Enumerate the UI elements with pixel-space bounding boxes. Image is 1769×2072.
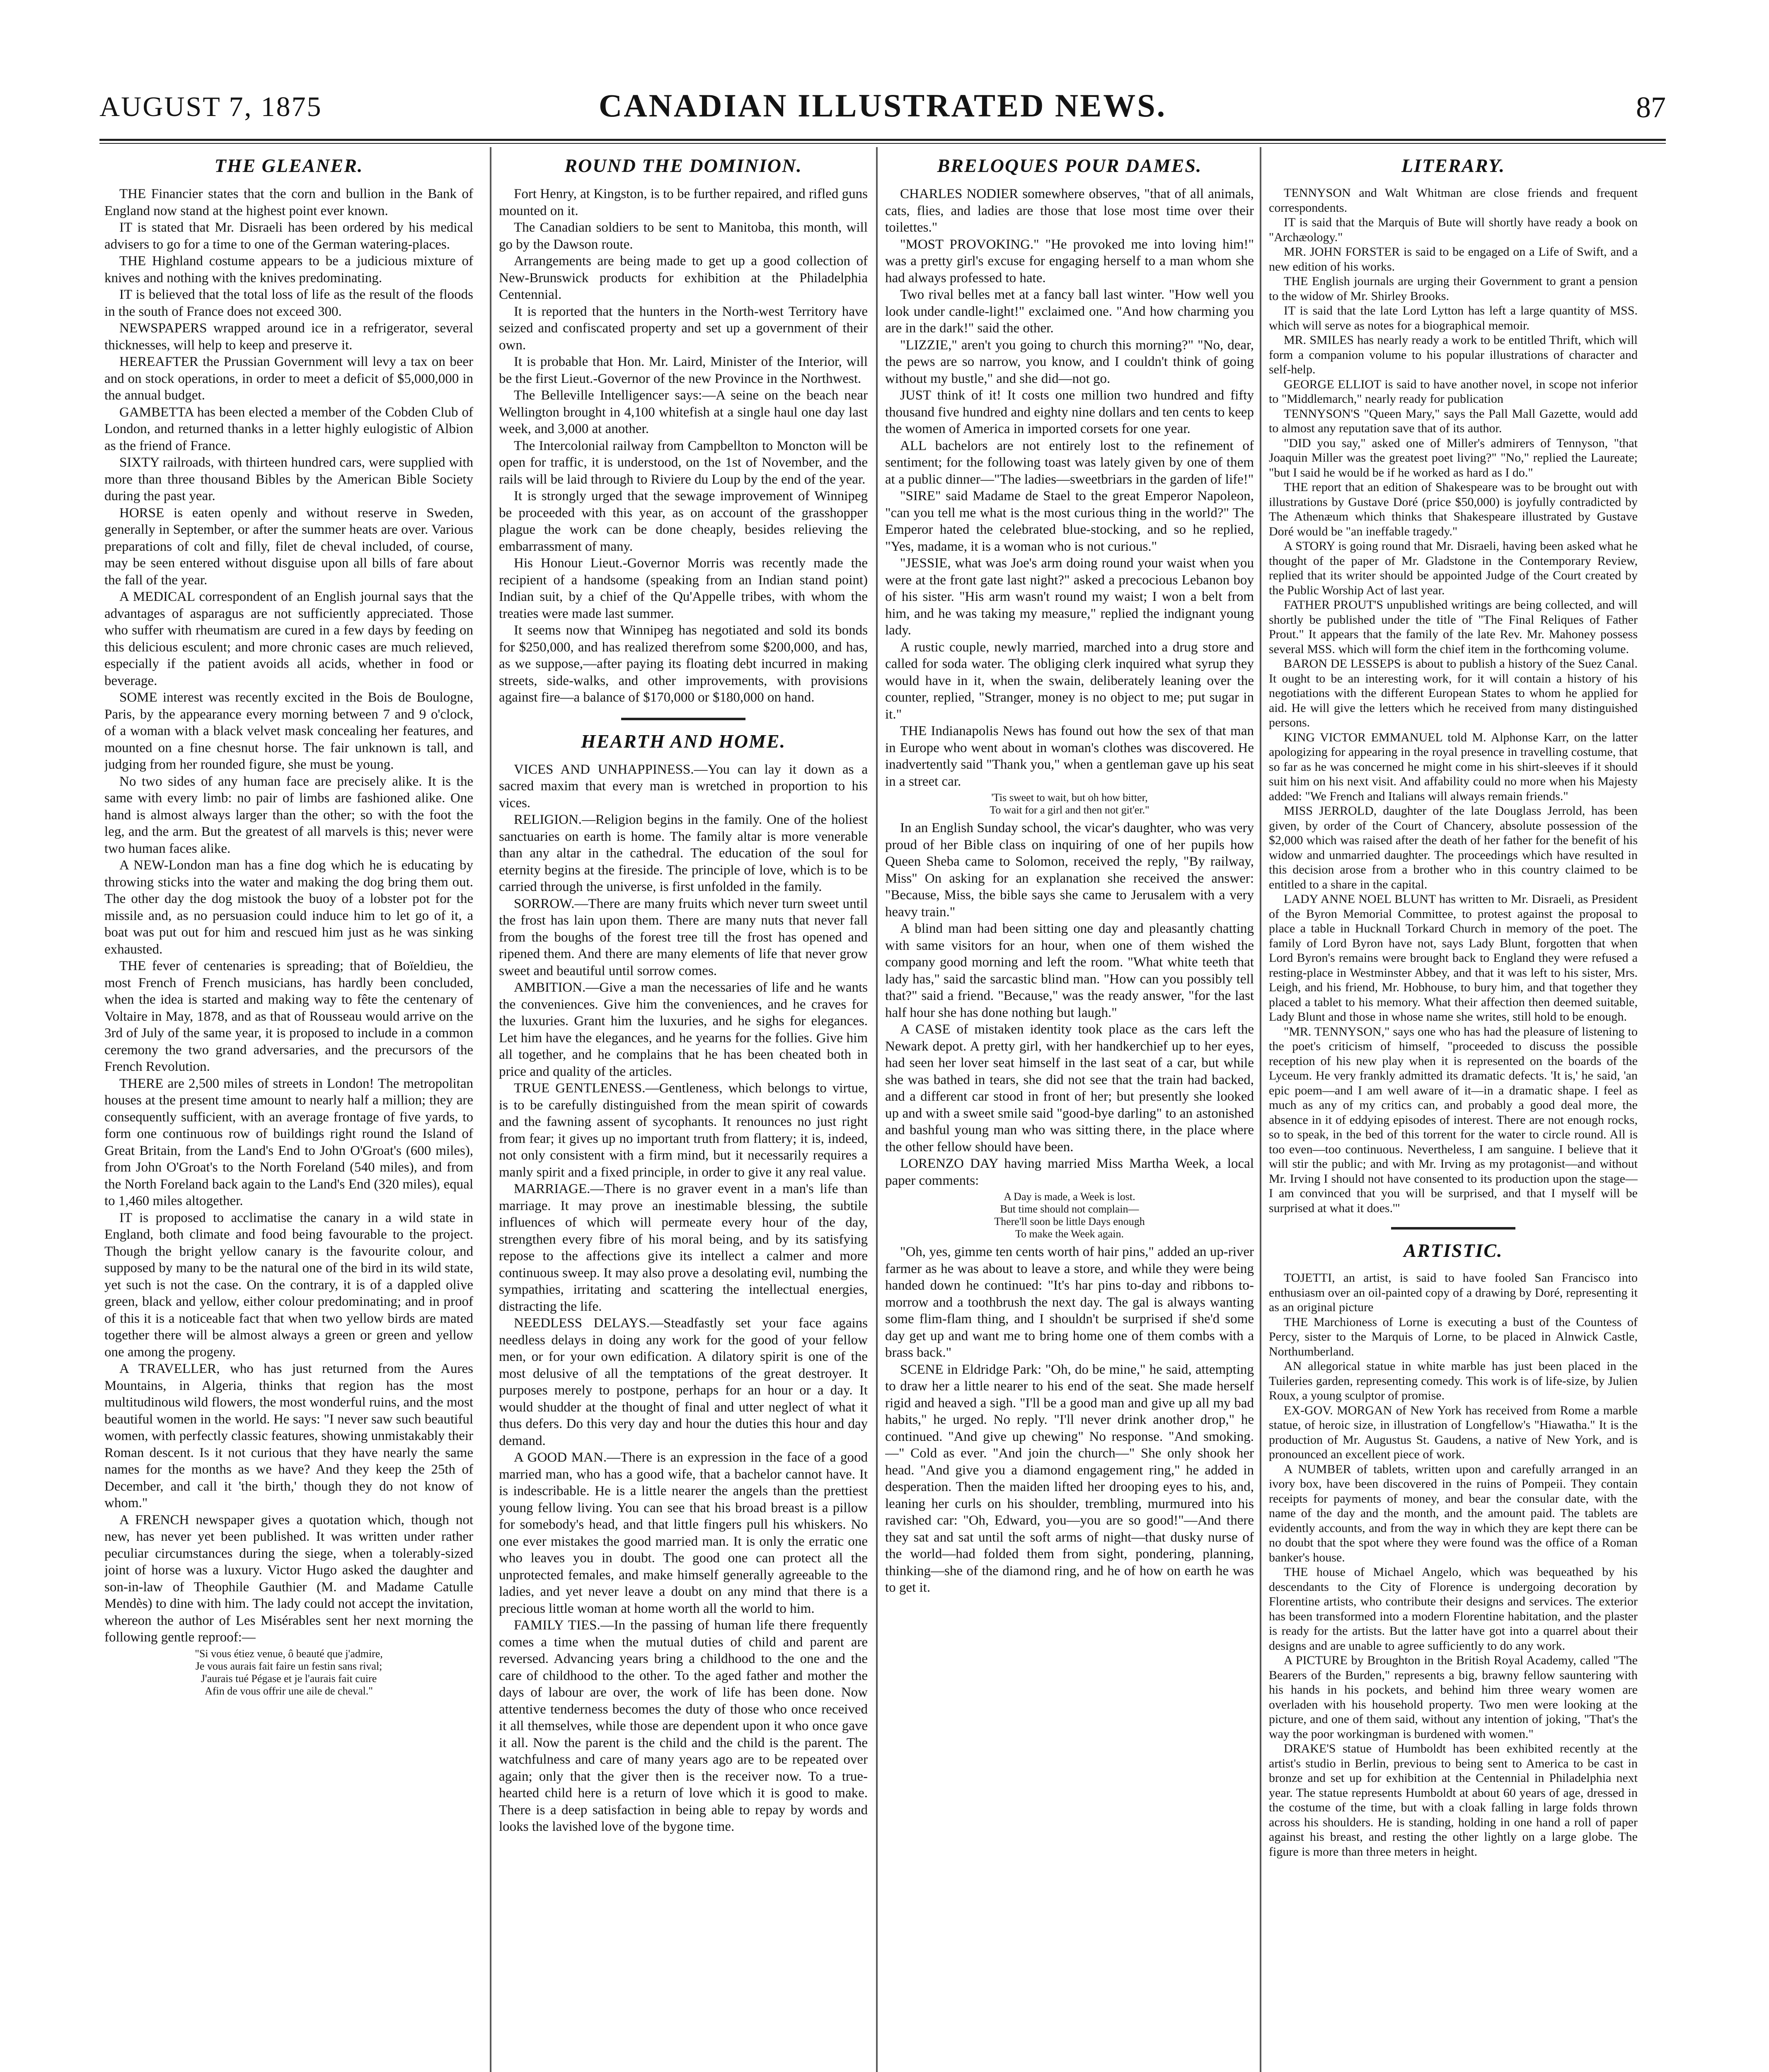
column-dominion-hearth [499,147,868,2072]
column-divider [490,147,491,2072]
article-paragraph: GEORGE ELLIOT is said to have another novel, in scope not inferior to "Middlemarch," nearly ready for publication [1269,377,1638,406]
article-paragraph: The Intercolonial railway from Campbellton to Moncton will be open for traffic, it is understood, on the 1st of November, and the rails will be laid through to Riviere du Loup by the end of the year. [499,438,868,487]
article-paragraph: GAMBETTA has been elected a member of the Cobden Club of London, and returned thanks in a letter highly eulogistic of Albion as the friend of France. [104,404,473,453]
article-paragraph: IT is stated that Mr. Disraeli has been ordered by his medical advisers to go for a time to one of the German watering-places. [104,220,473,252]
article-paragraph: TOJETTI, an artist, is said to have fooled San Francisco into enthusiasm over an oil-painted copy of a drawing by Doré, representing it as an original picture [1269,1271,1638,1314]
article-paragraph: THERE are 2,500 miles of streets in London! The metropolitan houses at the present time amount to nearly half a million; they are consequently sufficient, with an average frontage of five yards, to form one continuous row of buildings right round the Island of Great Britain, from the Land's End to John O'Groat's (600 miles), from John O'Groat's to the North Foreland (540 miles), and from the North Foreland back again to the Land's End (320 miles), equal to 1,460 miles altogether. [104,1076,473,1208]
article-paragraph: LADY ANNE NOEL BLUNT has written to Mr. Disraeli, as President of the Byron Memorial Committee, to protest against the proposal to place a table in Hucknall Torkard Church in memory of the poet. The family of Lord Byron have not, says Lady Blunt, forgotten that when Lord Byron's remains were brought back to England they were refused a resting-place in Westminster Abbey, and that it was left to his sister, Mrs. Leigh, and his friend, Mr. Hobhouse, to bury him, and that together they placed a tablet to his memory. What their affection then deemed suitable, Lady Blunt and those in whose name she writes, still hold to be enough. [1269,892,1638,1024]
article-paragraph: CHARLES NODIER somewhere observes, "that of all animals, cats, flies, and ladies are those that lose most time over their toilettes." [885,186,1254,235]
article-paragraph: It is probable that Hon. Mr. Laird, Minister of the Interior, will be the first Lieut.-Governor of the new Province in the Northwest. [499,354,868,386]
article-paragraph: SOME interest was recently excited in the Bois de Boulogne, Paris, by the appearance every morning between 7 and 9 o'clock, of a woman with a black velvet mask concealing her features, and mounted on a fine chesnut horse. The fair unknown is tall, and judging from her rounded figure, she must be young. [104,690,473,772]
article-paragraph: AN allegorical statue in white marble has just been placed in the Tuileries garden, representing comedy. This work is of life-size, by Julien Roux, a young sculptor of promise. [1269,1359,1638,1402]
article-paragraph: VICES AND UNHAPPINESS.—You can lay it down as a sacred maxim that every man is wretched in proportion to his vices. [499,762,868,811]
article-paragraph: THE Highland costume appears to be a judicious mixture of knives and nothing with the knives predominating. [104,254,473,286]
article-paragraph: His Honour Lieut.-Governor Morris was recently made the recipient of a handsome (speaking from an Indian stand point) Indian suit, by a chief of the Qu'Appelle tribes, with whom the treaties were made last summer. [499,556,868,621]
article-paragraph: AMBITION.—Give a man the necessaries of life and he wants the conveniences. Give him the conveniences, and he craves for the luxuries. Grant him the luxuries, and he sighs for elegances. Let him have the elegances, and he yearns for the follies. Give him all together, and he complains that he has been cheated both in price and quality of the articles. [499,980,868,1079]
page-number: 87 [1636,91,1666,124]
article-paragraph: MARRIAGE.—There is no graver event in a man's life than marriage. It may prove an inestimable blessing, the subtile influences of which will permeate every hour of the day, strengthen every fibre of his moral being, and by its satisfying repose to the affections give its intellect a calmer and more continuous sweep. It may also prove a desolating evil, numbing the sympathies, irritating and scattering the intellectual energies, distracting the life. [499,1181,868,1314]
article-paragraph: TENNYSON and Walt Whitman are close friends and frequent correspondents. [1269,186,1638,215]
dominion-paragraphs [499,186,868,706]
article-paragraph: A CASE of mistaken identity took place as the cars left the Newark depot. A pretty girl, with her handkerchief up to her eyes, had seen her lover seat himself in the last seat of a car, but while she was bathed in tears, she did not see that the train had backed, and a different car stood in front of her; but presently she looked up and with a sweet smile said "good-bye darling" to an astonished and bashful young man who was sitting there, in the place where the other fellow should have been. [885,1022,1254,1155]
column-gleaner [104,147,473,2072]
breloques-paragraphs-2 [885,820,1254,1189]
article-paragraph: "SIRE" said Madame de Stael to the great Emperor Napoleon, "can you tell me what is the most curious thing in the world?" The Emperor hated the celebrated blue-stocking, and so he replied, "Yes, madame, it is a woman who is not curious." [885,489,1254,554]
article-paragraph: THE Marchioness of Lorne is executing a bust of the Countess of Percy, sister to the Marquis of Lorne, to be placed in Alnwick Castle, Northumberland. [1269,1315,1638,1358]
article-paragraph: MR. SMILES has nearly ready a work to be entitled Thrift, which will form a companion volume to his popular illustrations of character and self-help. [1269,333,1638,376]
article-paragraph: HEREAFTER the Prussian Government will levy a tax on beer and on stock operations, in order to meet a deficit of $5,000,000 in the annual budget. [104,354,473,403]
article-paragraph: IT is said that the late Lord Lytton has left a large quantity of MSS. which will serve as notes for a biographical memoir. [1269,304,1638,332]
literary-paragraphs [1269,186,1638,1215]
article-paragraph: "Oh, yes, gimme ten cents worth of hair pins," added an up-river farmer as he was about to leave a store, and while they were being handed down he continued: "It's har pins to-day and ribbons to-morrow and a toothbrush the next day. The gal is always wanting some flim-flam thing, and I shouldn't be surprised if she'd some day get up and want me to bring home one of them combs with a brass back." [885,1244,1254,1360]
article-paragraph: SCENE in Eldridge Park: "Oh, do be mine," he said, attempting to draw her a little nearer to his end of the seat. She made herself rigid and heaved a sigh. "I'll be a good man and give up all my bad habits," he urged. No reply. "I'll never drink another drop," he continued. "And give up chewing" No response. "And smoking.—" Cold as ever. "And join the church—" She only shook her head. "And give you a diamond engagement ring," he added in desperation. Then the maiden lifted her drooping eyes to his, and, leaning her curls on his shoulder, trembling, murmured into his ravished car: "Oh, Edward, you—you are so good!"—And there they sat and sat until the soft arms of night—that dusky nurse of the world—had folded them from sight, pondering, planning, thinking—she of the diamond ring, and he of how on earth he was to get it. [885,1362,1254,1595]
article-paragraph: It is reported that the hunters in the North-west Territory have seized and confiscated property and set up a government of their own. [499,304,868,353]
article-paragraph: BARON DE LESSEPS is about to publish a history of the Suez Canal. It ought to be an interesting work, for it will contain a history of his negotiations with the different European States to whom he applied for aid. He will give the letters which he received from many distinguished persons. [1269,657,1638,729]
section-separator [621,718,745,720]
article-paragraph: MR. JOHN FORSTER is said to be engaged on a Life of Swift, and a new edition of his works. [1269,245,1638,274]
breloques-paragraphs-3 [885,1244,1254,1596]
article-paragraph: FATHER PROUT'S unpublished writings are being collected, and will shortly be published under the title of "The Final Reliques of Father Prout." It appears that the family of the late Rev. Mr. Mahoney possess several MSS. which will form the chief item in the forthcoming volume. [1269,598,1638,656]
column-breloques [885,147,1254,2072]
article-paragraph: NEEDLESS DELAYS.—Steadfastly set your face agains needless delays in doing any work for the good of your fellow men, or for your own edification. A dilatory spirit is one of the most delusive of all the temptations of the great destroyer. It purposes merely to postpone, perhaps for an hour or a day. It would shudder at the thought of final and utter neglect of what it thus defers. Do this very day and hour the duties this hour and day demand. [499,1316,868,1448]
column-literary-artistic [1269,147,1638,2072]
gleaner-paragraphs [104,186,473,1646]
article-paragraph: A STORY is going round that Mr. Disraeli, having been asked what he thought of the paper of Mr. Gladstone in the Contemporary Review, replied that its writer should be appointed Judge of the Court created by the Public Worship Act of last year. [1269,539,1638,597]
article-paragraph: "DID you say," asked one of Miller's admirers of Tennyson, "that Joaquin Miller was the greatest poet living?" "No," replied the Laureate; "but I said he would be if he worked as hard as I do." [1269,436,1638,479]
article-paragraph: It is strongly urged that the sewage improvement of Winnipeg be proceeded with this year, as on account of the grasshopper plague the work can be done cheaply, besides relieving the embarrassment of many. [499,489,868,554]
article-paragraph: "MOST PROVOKING." "He provoked me into loving him!" was a pretty girl's excuse for engaging herself to a man whom she had always professed to hate. [885,237,1254,286]
article-paragraph: A TRAVELLER, who has just returned from the Aures Mountains, in Algeria, thinks that region has the most multitudinous wild flowers, the most wonderful ruins, and the most beautiful women in the world. He says: "I never saw such beautiful women, with perfectly classic features, showing unmistakably their Roman descent. Is it not curious that they have nearly the same names for the months as we have? And they keep the 25th of December, and call it 'the birth,' though they do not know of whom." [104,1361,473,1510]
article-paragraph: A rustic couple, newly married, marched into a drug store and called for soda water. The obliging clerk inquired what syrup they would have in it, when the swain, deliberately leaning over the counter, replied, "Stranger, money is no object to me; put sugar in it." [885,639,1254,722]
artistic-paragraphs [1269,1271,1638,1859]
article-paragraph: TRUE GENTLENESS.—Gentleness, which belongs to virtue, is to be carefully distinguished from the mean spirit of cowards and the fawning assent of sycophants. It renounces no just right from fear; it gives up no important truth from flattery; it is, indeed, not only consistent with a firm mind, but it necessarily requires a manly spirit and a fixed principle, in order to give it any real value. [499,1081,868,1180]
article-paragraph: JUST think of it! It costs one million two hundred and fifty thousand five hundred and eighty nine dollars and ten cents to keep the women of America in imported corsets for one year. [885,388,1254,436]
article-paragraph: "LIZZIE," aren't you going to church this morning?" "No, dear, the pews are so narrow, you know, and I couldn't think of going without my bustle," and she did—not go. [885,337,1254,386]
article-paragraph: IT is believed that the total loss of life as the result of the floods in the south of France does not exceed 300. [104,287,473,319]
article-paragraph: IT is proposed to acclimatise the canary in a wild state in England, both climate and food being favourable to the project. Though the bright yellow canary is the favourite colour, and supposed by many to be the natural one of the bird in its wild state, yet such is not the case. On the contrary, it is of a dappled olive green, black and yellow, either colour predominating; and in proof of this it is a noticeable fact that when two yellow birds are mated together there will be almost always a green or green and yellow one among the progeny. [104,1210,473,1360]
section-heading-hearth: HEARTH AND HOME. [581,730,786,752]
article-paragraph: HORSE is eaten openly and without reserve in Sweden, generally in September, or after the summer heats are over. Various preparations of colt and filly, filet de cheval included, of course, may be seen entered without disguise upon all bills of fare about the fall of the year. [104,505,473,588]
article-paragraph: IT is said that the Marquis of Bute will shortly have ready a book on "Archæology." [1269,215,1638,244]
header-rule-thin [99,143,1666,144]
article-paragraph: A MEDICAL correspondent of an English journal says that the advantages of asparagus are not sufficiently appreciated. Those who suffer with rheumatism are cured in a few days by feeding on this delicious esculent; and more chronic cases are much relieved, especially if the patient avoids all acids, whether in food or beverage. [104,589,473,688]
article-paragraph: A blind man had been sitting one day and pleasantly chatting with same visitors for an hour, when one of them wished the company good morning and left the room. "What white teeth that lady has," said the sarcastic blind man. "How can you possibly tell that?" said a friend. "Because," was the ready answer, "for the last half hour she has done nothing but laugh." [885,921,1254,1020]
hugo-verse: "Si vous étiez venue, ô beauté que j'admire, Je vous aurais fait faire un festin sans rival; J'aurais tué Pégase et je l'aurais fait cuire Afin de vous offrir une aile de cheval." [195,1647,383,1697]
article-paragraph: Two rival belles met at a fancy ball last winter. "How well you look under candle-light!" exclaimed one. "And how charming you are in the dark!" said the other. [885,287,1254,336]
article-paragraph: THE house of Michael Angelo, which was bequeathed by his descendants to the City of Florence is undergoing decoration by Florentine artists, who contribute their designs and services. The exterior has been transformed into a modern Florentine habitation, and the plaster is ready for the artists. But the latter have got into a quarrel about their designs and are unable to agree sufficiently to do any work. [1269,1565,1638,1653]
hearth-paragraphs [499,761,868,1835]
article-paragraph: Arrangements are being made to get up a good collection of New-Brunswick products for exhibition at the Philadelphia Centennial. [499,254,868,302]
breloques-paragraphs [885,186,1254,790]
article-paragraph: In an English Sunday school, the vicar's daughter, who was very proud of her Bible class on inquiring of one of her pupils how Queen Sheba came to Solomon, received the reply, "By railway, Miss" On asking for an explanation she received the answer: "Because, Miss, the bible says she came to Jerusalem with a very heavy train." [885,821,1254,920]
article-paragraph: "JESSIE, what was Joe's arm doing round your waist when you were at the front gate last night?" asked a precocious Lebanon boy of his sister. "His arm wasn't round my waist; I won a belt from him, and he was taking my measure," replied the indignant young lady. [885,556,1254,638]
article-paragraph: The Canadian soldiers to be sent to Manitoba, this month, will go by the Dawson route. [499,220,868,252]
article-paragraph: DRAKE'S statue of Humboldt has been exhibited recently at the artist's studio in Berlin, previous to being sent to America to be cast in bronze and set up for exhibition at the Centennial in Philadelphia next year. The statue represents Humboldt at about 60 years of age, dressed in the costume of the time, but with a cloak falling in large folds thrown across his shoulders. He is standing, holding in one hand a roll of paper against his breast, and resting the other lightly on a large globe. The figure is more than three meters in height. [1269,1742,1638,1859]
article-paragraph: A PICTURE by Broughton in the British Royal Academy, called "The Bearers of the Burden," represents a big, brawny fellow sauntering with his hands in his pockets, and behind him three weary women are overladen with his household property. Two men were looking at the picture, and one of them said, without any intention of joking, "That's the way the poor workingman is burdened with women." [1269,1653,1638,1741]
issue-date: AUGUST 7, 1875 [99,91,322,122]
article-paragraph: MISS JERROLD, daughter of the late Douglass Jerrold, has been given, by order of the Court of Chancery, absolute possession of the $2,000 which was raised after the death of her father for the benefit of his widow and unmarried daughter. The proceedings which have resulted in this decision arose from a brother who in this country claimed to be entitled to a share in the capital. [1269,804,1638,891]
article-paragraph: NEWSPAPERS wrapped around ice in a refrigerator, several thicknesses, will help to keep and preserve it. [104,321,473,353]
article-paragraph: "MR. TENNYSON," says one who has had the pleasure of listening to the poet's criticism of himself, "proceeded to discuss the possible reception of his new play when it is represented on the boards of the Lyceum. He very frankly admitted its dramatic defects. 'It is,' he said, 'an epic poem—and I am well aware of it—in a dramatic shape. I feel as much as any of my critics can, and probably a good deal more, the absence in it of eddying episodes of interest. There are not enough rocks, so to speak, in the bed of this torrent for the water to circle round. All is too even—too continuous. Nevertheless, I am sanguine. I believe that it will stir the public; and with Mr. Irving as my protagonist—and without Mr. Irving I should not have consented to its production upon the stage—I am convinced that you will be surprised, and that I myself will be surprised at what it does.'" [1269,1024,1638,1215]
article-paragraph: Fort Henry, at Kingston, is to be further repaired, and rifled guns mounted on it. [499,186,868,218]
article-paragraph: RELIGION.—Religion begins in the family. One of the holiest sanctuaries on earth is home. The family altar is more venerable than any altar in the cathedral. The education of the soul for eternity begins at the fireside. The principle of love, which is to be carried through the universe, is first unfolded in the family. [499,812,868,894]
breloques-verse-1: 'Tis sweet to wait, but oh how bitter, To wait for a girl and then not git'er." [990,792,1149,816]
section-heading-artistic: ARTISTIC. [1404,1240,1503,1261]
article-paragraph: The Belleville Intelligencer says:—A seine on the beach near Wellington brought in 4,100 whitefish at a single haul one day last week, and 3,000 at another. [499,388,868,436]
breloques-verse-2: A Day is made, a Week is lost. But time should not complain— There'll soon be little Days enough To make the Week again. [994,1191,1145,1240]
article-paragraph: A FRENCH newspaper gives a quotation which, though not new, has never yet been published. It was written under rather peculiar circumstances during the siege, when a tolerably-sized joint of horse was a luxury. Victor Hugo asked the daughter and son-in-law of Theophile Gauthier (M. and Madame Catulle Mendès) to dine with him. The lady could not accept the invitation, whereon the author of Les Misérables sent her next morning the following gentle reproof:— [104,1512,473,1645]
article-paragraph: ALL bachelors are not entirely lost to the refinement of sentiment; for the following toast was lately given by one of them at a public dinner—"The ladies—sweetbriars in the garden of life!" [885,438,1254,487]
article-paragraph: THE report that an edition of Shakespeare was to be brought out with illustrations by Gustave Doré (price $50,000) is joyfully contradicted by The Athenæum which thinks that Shakespeare illustrated by Gustave Doré would be "an ineffable tragedy." [1269,480,1638,538]
section-heading-gleaner: THE GLEANER. [214,155,363,176]
section-heading-breloques: BRELOQUES POUR DAMES. [937,155,1202,176]
column-divider [876,147,878,2072]
article-paragraph: A GOOD MAN.—There is an expression in the face of a good married man, who has a good wife, that a bachelor cannot have. It is indescribable. He is a little nearer the angels than the prettiest young fellow living. You can see that his broad breast is a pillow for somebody's head, and that little fingers pull his whiskers. No one ever mistakes the good married man. It is only the erratic one who leaves you in doubt. The good one can protect all the unprotected females, and make himself generally agreeable to the ladies, and yet never leave a doubt on any mind that there is a precious little woman at home worth all the world to him. [499,1450,868,1616]
article-paragraph: SIXTY railroads, with thirteen hundred cars, were supplied with more than three thousand Bibles by the American Bible Society during the past year. [104,455,473,503]
newspaper-title: CANADIAN ILLUSTRATED NEWS. [598,87,1167,123]
article-paragraph: THE Indianapolis News has found out how the sex of that man in Europe who went about in woman's clothes was discovered. He inadvertently said "Thank you," when a gentleman gave up his seat in a street car. [885,724,1254,789]
header-rule-thick [99,139,1666,141]
article-paragraph: LORENZO DAY having married Miss Martha Week, a local paper comments: [885,1156,1254,1188]
article-paragraph: KING VICTOR EMMANUEL told M. Alphonse Karr, on the latter apologizing for appearing in the royal presence in travelling costume, that so far as he was concerned he might come in his shirt-sleeves if it should suit him on his next visit. And affability could no more when his Majesty added: "We French and Italians will always remain friends." [1269,730,1638,803]
article-paragraph: THE English journals are urging their Government to grant a pension to the widow of Mr. Shirley Brooks. [1269,274,1638,303]
article-paragraph: EX-GOV. MORGAN of New York has received from Rome a marble statue, of heroic size, in illustration of Longfellow's "Hiawatha." It is the production of Mr. Augustus St. Gaudens, a native of New York, and is pronounced an excellent piece of work. [1269,1403,1638,1461]
article-paragraph: THE Financier states that the corn and bullion in the Bank of England now stand at the highest point ever known. [104,186,473,218]
article-paragraph: A NEW-London man has a fine dog which he is educating by throwing sticks into the water and making the dog bring them out. The other day the dog mistook the buoy of a lobster pot for the missile and, as no persuasion could induce him to let go of it, a boat was put out for him and rescued him just as he was sinking exhausted. [104,858,473,957]
article-paragraph: TENNYSON'S "Queen Mary," says the Pall Mall Gazette, would add to almost any reputation save that of its author. [1269,407,1638,435]
column-divider [1260,147,1261,2072]
article-paragraph: A NUMBER of tablets, written upon and carefully arranged in an ivory box, have been discovered in the ruins of Pompeii. They contain receipts for payments of money, and bear the consular date, with the name of the day and the month, and the amount paid. The tablets are evidently accounts, and from the way in which they are kept there can be no doubt that the spot where they were found was the office of a Roman banker's house. [1269,1462,1638,1564]
section-separator [1391,1227,1515,1230]
article-paragraph: It seems now that Winnipeg has negotiated and sold its bonds for $250,000, and has realized therefrom some $200,000, and has, as we suppose,—after paying its floating debt incurred in making streets, side-walks, and other improvements, with provisions against fire—a balance of $170,000 or $180,000 on hand. [499,623,868,705]
section-heading-literary: LITERARY. [1401,155,1505,176]
article-paragraph: No two sides of any human face are precisely alike. It is the same with every limb: no pair of limbs are fashioned alike. One hand is almost always larger than the other; so with the foot the leg, and the arm. But the greatest of all marvels is this; never were two human faces alike. [104,774,473,856]
masthead [99,87,1666,137]
article-paragraph: SORROW.—There are many fruits which never turn sweet until the frost has lain upon them. There are many nuts that never fall from the boughs of the forest tree till the frost has opened and ripened them. And there are many elements of life that never grow sweet and beautiful until sorrow comes. [499,896,868,978]
article-paragraph: THE fever of centenaries is spreading; that of Boïeldieu, the most French of French musicians, has hardly been concluded, when the idea is started and making way to fête the centenary of Voltaire in May, 1878, and as that of Rousseau would arrive on the 3rd of July of the same year, it is proposed to include in a common ceremony the two grand adversaries, and the precursors of the French Revolution. [104,959,473,1074]
article-paragraph: FAMILY TIES.—In the passing of human life there frequently comes a time when the mutual duties of child and parent are reversed. Advancing years bring a childhood to the one and the care of childhood to the other. To the aged father and mother the days of labour are over, the work of life has been done. Now attentive tenderness becomes the duty of those who once received it all themselves, while those are dependent upon it who once gave it all. Now the parent is the child and the child is the parent. The watchfulness and care of many years ago are to be repeated over again; only that the giver then is the receiver now. To a true-hearted child here is a return of love which it is good to make. There is a deep satisfaction in being able to repay by words and looks the lavished love of the bygone time. [499,1618,868,1834]
section-heading-dominion: ROUND THE DOMINION. [564,155,802,176]
